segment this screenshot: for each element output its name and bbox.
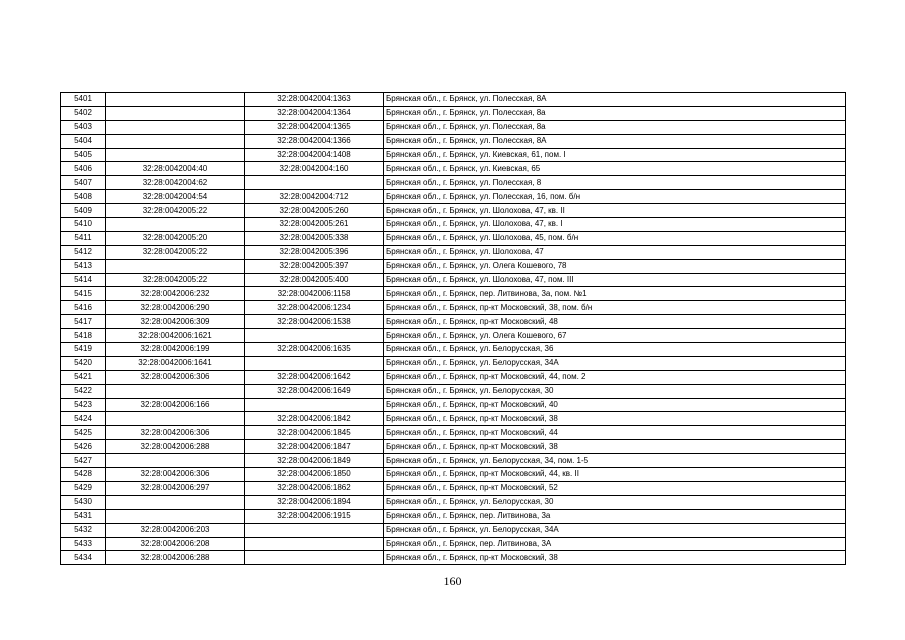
record-number-cell: 5410: [61, 218, 106, 232]
address-cell: Брянская обл., г. Брянск, пр-кт Московский, 52: [384, 481, 846, 495]
land-cadastral-number-cell: 32:28:0042006:1621: [106, 329, 245, 343]
address-cell: Брянская обл., г. Брянск, ул. Белорусская, 34, пом. 1-5: [384, 454, 846, 468]
table-row: [61, 384, 846, 398]
object-cadastral-number-cell: 32:28:0042006:1842: [245, 412, 384, 426]
record-number-cell: 5428: [61, 468, 106, 482]
table-row: [61, 162, 846, 176]
record-number-cell: 5416: [61, 301, 106, 315]
land-cadastral-number-cell: 32:28:0042004:40: [106, 162, 245, 176]
table-row: [61, 523, 846, 537]
address-cell: Брянская обл., г. Брянск, ул. Белорусская, 36: [384, 343, 846, 357]
address-cell: Брянская обл., г. Брянск, ул. Шолохова, 47, пом. III: [384, 273, 846, 287]
table-row: [61, 356, 846, 370]
object-cadastral-number-cell: 32:28:0042006:1642: [245, 370, 384, 384]
address-cell: Брянская обл., г. Брянск, пр-кт Московский, 40: [384, 398, 846, 412]
land-cadastral-number-cell: [106, 218, 245, 232]
table-row: [61, 148, 846, 162]
address-cell: Брянская обл., г. Брянск, пр-кт Московский, 38: [384, 551, 846, 565]
object-cadastral-number-cell: 32:28:0042004:1364: [245, 106, 384, 120]
record-number-cell: 5430: [61, 495, 106, 509]
object-cadastral-number-cell: 32:28:0042006:1847: [245, 440, 384, 454]
record-number-cell: 5418: [61, 329, 106, 343]
table-row: [61, 204, 846, 218]
table-row: [61, 551, 846, 565]
land-cadastral-number-cell: 32:28:0042004:62: [106, 176, 245, 190]
record-number-cell: 5414: [61, 273, 106, 287]
land-cadastral-number-cell: [106, 454, 245, 468]
object-cadastral-number-cell: 32:28:0042005:400: [245, 273, 384, 287]
object-cadastral-number-cell: [245, 551, 384, 565]
table-row: [61, 509, 846, 523]
table-row: [61, 190, 846, 204]
land-cadastral-number-cell: 32:28:0042006:290: [106, 301, 245, 315]
record-number-cell: 5423: [61, 398, 106, 412]
object-cadastral-number-cell: 32:28:0042006:1915: [245, 509, 384, 523]
record-number-cell: 5425: [61, 426, 106, 440]
table-row: [61, 176, 846, 190]
object-cadastral-number-cell: 32:28:0042004:1363: [245, 93, 384, 107]
record-number-cell: 5422: [61, 384, 106, 398]
record-number-cell: 5401: [61, 93, 106, 107]
registry-body: [61, 93, 846, 565]
object-cadastral-number-cell: 32:28:0042006:1234: [245, 301, 384, 315]
table-row: [61, 370, 846, 384]
object-cadastral-number-cell: 32:28:0042005:261: [245, 218, 384, 232]
land-cadastral-number-cell: 32:28:0042006:232: [106, 287, 245, 301]
object-cadastral-number-cell: 32:28:0042005:396: [245, 245, 384, 259]
land-cadastral-number-cell: 32:28:0042006:288: [106, 551, 245, 565]
table-row: [61, 93, 846, 107]
page-number: 160: [443, 574, 462, 588]
table-row: [61, 218, 846, 232]
object-cadastral-number-cell: [245, 398, 384, 412]
object-cadastral-number-cell: 32:28:0042004:1365: [245, 120, 384, 134]
land-cadastral-number-cell: 32:28:0042005:22: [106, 245, 245, 259]
address-cell: Брянская обл., г. Брянск, ул. Киевская, 65: [384, 162, 846, 176]
object-cadastral-number-cell: 32:28:0042004:1366: [245, 134, 384, 148]
record-number-cell: 5427: [61, 454, 106, 468]
record-number-cell: 5403: [61, 120, 106, 134]
table-row: [61, 315, 846, 329]
address-cell: Брянская обл., г. Брянск, ул. Полесская, 16, пом. б/н: [384, 190, 846, 204]
address-cell: Брянская обл., г. Брянск, пр-кт Московский, 48: [384, 315, 846, 329]
object-cadastral-number-cell: 32:28:0042006:1158: [245, 287, 384, 301]
land-cadastral-number-cell: [106, 148, 245, 162]
address-cell: Брянская обл., г. Брянск, пер. Литвинова, 3А: [384, 537, 846, 551]
record-number-cell: 5417: [61, 315, 106, 329]
table-row: [61, 440, 846, 454]
address-cell: Брянская обл., г. Брянск, ул. Белорусская, 30: [384, 495, 846, 509]
record-number-cell: 5412: [61, 245, 106, 259]
address-cell: Брянская обл., г. Брянск, ул. Полесская, 8а: [384, 106, 846, 120]
land-cadastral-number-cell: 32:28:0042006:297: [106, 481, 245, 495]
land-cadastral-number-cell: 32:28:0042006:306: [106, 426, 245, 440]
record-number-cell: 5405: [61, 148, 106, 162]
address-cell: Брянская обл., г. Брянск, ул. Полесская, 8А: [384, 93, 846, 107]
land-cadastral-number-cell: 32:28:0042006:306: [106, 468, 245, 482]
address-cell: Брянская обл., г. Брянск, пр-кт Московский, 44: [384, 426, 846, 440]
record-number-cell: 5421: [61, 370, 106, 384]
object-cadastral-number-cell: 32:28:0042006:1849: [245, 454, 384, 468]
address-cell: Брянская обл., г. Брянск, ул. Полесская, 8: [384, 176, 846, 190]
object-cadastral-number-cell: 32:28:0042006:1538: [245, 315, 384, 329]
table-row: [61, 454, 846, 468]
land-cadastral-number-cell: 32:28:0042005:22: [106, 204, 245, 218]
table-row: [61, 537, 846, 551]
object-cadastral-number-cell: [245, 356, 384, 370]
address-cell: Брянская обл., г. Брянск, ул. Шолохова, 47, кв. II: [384, 204, 846, 218]
land-cadastral-number-cell: [106, 134, 245, 148]
land-cadastral-number-cell: [106, 259, 245, 273]
land-cadastral-number-cell: [106, 509, 245, 523]
address-cell: Брянская обл., г. Брянск, ул. Белорусская, 34А: [384, 523, 846, 537]
object-cadastral-number-cell: 32:28:0042006:1845: [245, 426, 384, 440]
record-number-cell: 5426: [61, 440, 106, 454]
land-cadastral-number-cell: 32:28:0042006:288: [106, 440, 245, 454]
record-number-cell: 5424: [61, 412, 106, 426]
record-number-cell: 5429: [61, 481, 106, 495]
object-cadastral-number-cell: 32:28:0042006:1649: [245, 384, 384, 398]
address-cell: Брянская обл., г. Брянск, ул. Шолохова, 47, кв. I: [384, 218, 846, 232]
table-row: [61, 495, 846, 509]
table-row: [61, 273, 846, 287]
object-cadastral-number-cell: 32:28:0042005:397: [245, 259, 384, 273]
record-number-cell: 5402: [61, 106, 106, 120]
record-number-cell: 5413: [61, 259, 106, 273]
object-cadastral-number-cell: [245, 329, 384, 343]
table-row: [61, 259, 846, 273]
land-cadastral-number-cell: [106, 412, 245, 426]
object-cadastral-number-cell: [245, 523, 384, 537]
land-cadastral-number-cell: 32:28:0042006:306: [106, 370, 245, 384]
land-cadastral-number-cell: 32:28:0042005:20: [106, 231, 245, 245]
object-cadastral-number-cell: 32:28:0042006:1862: [245, 481, 384, 495]
record-number-cell: 5433: [61, 537, 106, 551]
object-cadastral-number-cell: 32:28:0042005:260: [245, 204, 384, 218]
object-cadastral-number-cell: 32:28:0042005:338: [245, 231, 384, 245]
table-row: [61, 231, 846, 245]
object-cadastral-number-cell: 32:28:0042006:1850: [245, 468, 384, 482]
table-row: [61, 426, 846, 440]
record-number-cell: 5411: [61, 231, 106, 245]
address-cell: Брянская обл., г. Брянск, ул. Белорусская, 34А: [384, 356, 846, 370]
land-cadastral-number-cell: [106, 495, 245, 509]
object-cadastral-number-cell: [245, 176, 384, 190]
address-cell: Брянская обл., г. Брянск, пр-кт Московский, 44, пом. 2: [384, 370, 846, 384]
address-cell: Брянская обл., г. Брянск, пер. Литвинова, 3а, пом. №1: [384, 287, 846, 301]
land-cadastral-number-cell: 32:28:0042006:208: [106, 537, 245, 551]
object-cadastral-number-cell: 32:28:0042006:1635: [245, 343, 384, 357]
land-cadastral-number-cell: 32:28:0042006:166: [106, 398, 245, 412]
record-number-cell: 5404: [61, 134, 106, 148]
record-number-cell: 5408: [61, 190, 106, 204]
address-cell: Брянская обл., г. Брянск, ул. Олега Кошевого, 67: [384, 329, 846, 343]
table-row: [61, 412, 846, 426]
land-cadastral-number-cell: [106, 120, 245, 134]
address-cell: Брянская обл., г. Брянск, пер. Литвинова, 3а: [384, 509, 846, 523]
address-cell: Брянская обл., г. Брянск, ул. Киевская, 61, пом. I: [384, 148, 846, 162]
land-cadastral-number-cell: 32:28:0042006:199: [106, 343, 245, 357]
record-number-cell: 5419: [61, 343, 106, 357]
record-number-cell: 5434: [61, 551, 106, 565]
record-number-cell: 5406: [61, 162, 106, 176]
land-cadastral-number-cell: 32:28:0042006:203: [106, 523, 245, 537]
land-cadastral-number-cell: 32:28:0042005:22: [106, 273, 245, 287]
address-cell: Брянская обл., г. Брянск, ул. Олега Кошевого, 78: [384, 259, 846, 273]
record-number-cell: 5415: [61, 287, 106, 301]
address-cell: Брянская обл., г. Брянск, пр-кт Московский, 38, пом. б/н: [384, 301, 846, 315]
object-cadastral-number-cell: 32:28:0042004:1408: [245, 148, 384, 162]
object-cadastral-number-cell: 32:28:0042004:160: [245, 162, 384, 176]
table-row: [61, 343, 846, 357]
address-cell: Брянская обл., г. Брянск, ул. Полесская, 8а: [384, 120, 846, 134]
table-row: [61, 106, 846, 120]
land-cadastral-number-cell: 32:28:0042006:1641: [106, 356, 245, 370]
address-cell: Брянская обл., г. Брянск, пр-кт Московский, 38: [384, 412, 846, 426]
object-cadastral-number-cell: [245, 537, 384, 551]
land-cadastral-number-cell: 32:28:0042004:54: [106, 190, 245, 204]
table-row: [61, 134, 846, 148]
object-cadastral-number-cell: 32:28:0042004:712: [245, 190, 384, 204]
table-row: [61, 245, 846, 259]
record-number-cell: 5420: [61, 356, 106, 370]
address-cell: Брянская обл., г. Брянск, ул. Шолохова, 45, пом. б/н: [384, 231, 846, 245]
land-cadastral-number-cell: [106, 93, 245, 107]
table-row: [61, 287, 846, 301]
table-row: [61, 481, 846, 495]
object-cadastral-number-cell: 32:28:0042006:1894: [245, 495, 384, 509]
land-cadastral-number-cell: [106, 106, 245, 120]
table-row: [61, 329, 846, 343]
table-row: [61, 398, 846, 412]
address-cell: Брянская обл., г. Брянск, ул. Шолохова, 47: [384, 245, 846, 259]
property-registry-table: [60, 92, 846, 565]
address-cell: Брянская обл., г. Брянск, пр-кт Московский, 38: [384, 440, 846, 454]
table-row: [61, 120, 846, 134]
table-row: [61, 301, 846, 315]
address-cell: Брянская обл., г. Брянск, ул. Полесская, 8А: [384, 134, 846, 148]
land-cadastral-number-cell: [106, 384, 245, 398]
land-cadastral-number-cell: 32:28:0042006:309: [106, 315, 245, 329]
table-row: [61, 468, 846, 482]
address-cell: Брянская обл., г. Брянск, ул. Белорусская, 30: [384, 384, 846, 398]
record-number-cell: 5407: [61, 176, 106, 190]
record-number-cell: 5432: [61, 523, 106, 537]
record-number-cell: 5409: [61, 204, 106, 218]
address-cell: Брянская обл., г. Брянск, пр-кт Московский, 44, кв. II: [384, 468, 846, 482]
record-number-cell: 5431: [61, 509, 106, 523]
